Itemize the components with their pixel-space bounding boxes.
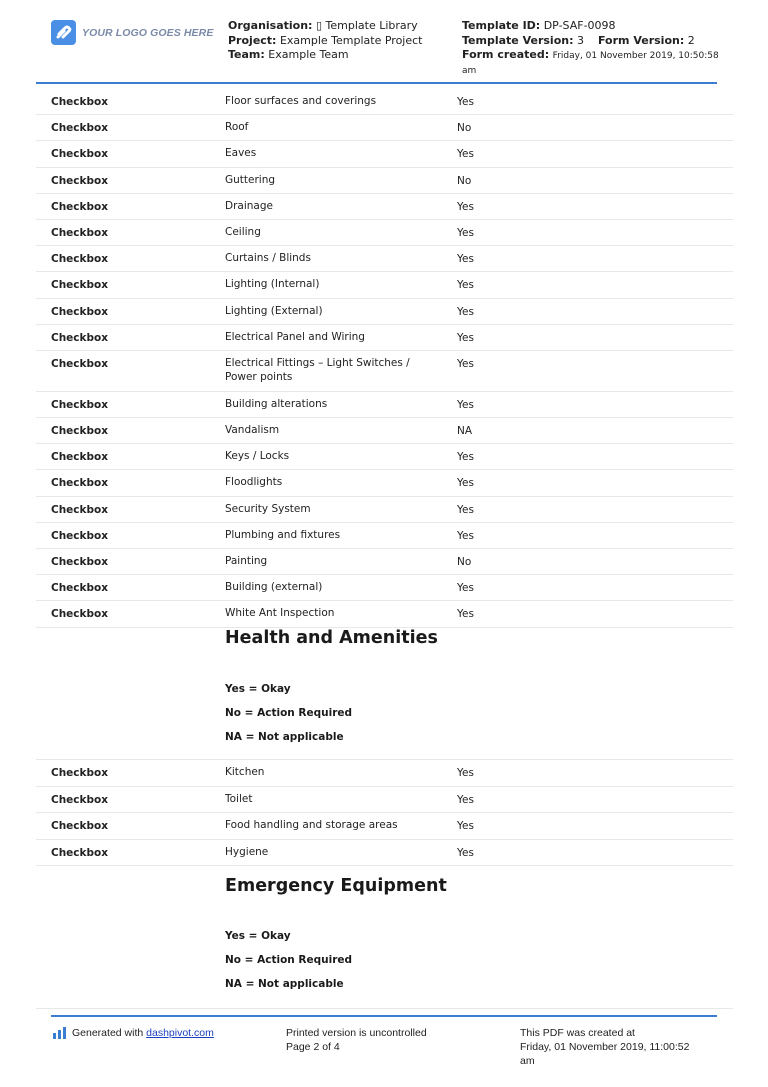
checklist-item-value: Yes — [457, 820, 474, 832]
checklist-item-label: Guttering — [225, 173, 276, 186]
checklist-item-label: Building (external) — [225, 581, 323, 594]
field-type: Checkbox — [51, 96, 109, 108]
logo-icon — [51, 20, 76, 45]
field-type: Checkbox — [51, 174, 109, 187]
checklist-item-value: No — [457, 122, 472, 135]
checklist-row — [36, 89, 733, 115]
checklist-row — [36, 523, 733, 549]
emergency-legend-yes: Yes = Okay — [225, 930, 291, 942]
checklist-item-value: Yes — [457, 582, 474, 595]
team-value: Example Team — [268, 48, 349, 61]
checklist-item-label: Drainage — [225, 199, 273, 212]
template-meta — [462, 19, 722, 78]
checklist-item-value: Yes — [457, 148, 474, 161]
checklist-item-label: Floor surfaces and coverings — [225, 95, 377, 107]
field-type: Checkbox — [51, 331, 109, 344]
checklist-row — [36, 392, 733, 418]
checklist-item-label: White Ant Inspection — [225, 607, 335, 620]
generated-text: Generated with — [72, 1027, 147, 1039]
field-type: Checkbox — [51, 398, 109, 411]
checklist-item-label: Painting — [225, 555, 268, 567]
checklist-row — [36, 168, 733, 194]
field-type: Checkbox — [51, 122, 109, 135]
checklist-row — [36, 351, 733, 392]
checklist-item-label: Plumbing and fixtures — [225, 528, 341, 541]
checklist-item-label: Ceiling — [225, 225, 261, 238]
checklist-row — [36, 272, 733, 298]
logo-text: YOUR LOGO GOES HERE — [82, 26, 214, 39]
checklist-item-label: Vandalism — [225, 424, 280, 437]
checklist-row — [36, 813, 733, 840]
building-checklist — [36, 89, 733, 628]
checklist-row — [36, 444, 733, 470]
checklist-item-value: Yes — [457, 608, 474, 621]
dashpivot-bars-icon — [53, 1027, 67, 1039]
organisation-label: Organisation: — [228, 19, 313, 32]
page-header — [0, 0, 768, 84]
health-legend-yes: Yes = Okay — [225, 683, 291, 695]
emergency-legend-no: No = Action Required — [225, 954, 353, 966]
checklist-row — [36, 220, 733, 246]
checklist-row — [36, 418, 733, 444]
checklist-item-value: Yes — [457, 357, 474, 370]
checklist-item-label: Building alterations — [225, 397, 328, 410]
checklist-item-value: No — [457, 556, 472, 568]
checklist-item-value: No — [457, 174, 472, 187]
checklist-item-value: Yes — [457, 503, 474, 516]
health-checklist — [36, 759, 733, 866]
checklist-item-label: Roof — [225, 121, 249, 134]
form-created-line — [462, 48, 722, 64]
field-type: Checkbox — [51, 305, 109, 318]
field-type: Checkbox — [51, 608, 109, 621]
checklist-item-value: Yes — [457, 398, 474, 411]
template-id-value: DP-SAF-0098 — [543, 19, 616, 32]
checklist-row — [36, 115, 733, 141]
content-end-divider — [36, 1008, 733, 1009]
organisation-value: ▯ Template Library — [315, 19, 418, 32]
company-logo — [51, 20, 213, 45]
template-version-label: Template Version: — [462, 33, 574, 47]
page-number: Page 2 of 4 — [286, 1041, 340, 1053]
checklist-row — [36, 787, 733, 814]
pdf-created-value: Friday, 01 November 2019, 11:00:52 — [520, 1041, 690, 1053]
checklist-item-value: Yes — [457, 451, 474, 464]
project-meta — [228, 19, 423, 63]
checklist-item-label: Electrical Panel and Wiring — [225, 330, 365, 343]
field-type: Checkbox — [51, 767, 109, 779]
field-type: Checkbox — [51, 820, 109, 832]
team-label: Team: — [228, 48, 265, 61]
emergency-section-heading — [225, 876, 447, 896]
form-created-value: Friday, 01 November 2019, 10:50:58 — [552, 51, 719, 61]
checklist-item-value: Yes — [457, 793, 474, 806]
emergency-section-title: Emergency Equipment — [225, 876, 447, 896]
checklist-item-label: Toilet — [225, 792, 253, 805]
field-type: Checkbox — [51, 793, 109, 806]
template-id-line — [462, 19, 722, 34]
form-created-label: Form created: — [462, 48, 550, 61]
checklist-item-label: Security System — [225, 502, 311, 515]
checklist-item-label: Keys / Locks — [225, 450, 290, 463]
checklist-item-value: Yes — [457, 226, 474, 239]
checklist-item-label: Eaves — [225, 147, 257, 160]
pdf-created-label: This PDF was created at — [520, 1027, 635, 1039]
checklist-item-label: Lighting (External) — [225, 304, 323, 317]
checklist-item-label: Food handling and storage areas — [225, 819, 398, 831]
checklist-item-value: Yes — [457, 200, 474, 213]
checklist-item-value: Yes — [457, 477, 474, 490]
field-type: Checkbox — [51, 357, 109, 370]
form-version-label: Form Version: — [597, 33, 685, 47]
template-version-value: 3 — [576, 33, 584, 47]
checklist-row — [36, 299, 733, 325]
checklist-item-label: Lighting (Internal) — [225, 278, 320, 291]
checklist-row — [36, 760, 733, 787]
checklist-row — [36, 470, 733, 496]
field-type: Checkbox — [51, 529, 109, 542]
field-type: Checkbox — [51, 582, 109, 595]
project-label: Project: — [228, 33, 277, 47]
checklist-item-value: Yes — [457, 846, 474, 859]
checklist-row — [36, 601, 733, 627]
dashpivot-link[interactable]: dashpivot.com — [146, 1027, 214, 1039]
checklist-item-label: Kitchen — [225, 766, 265, 778]
team-line — [228, 48, 423, 63]
checklist-row — [36, 194, 733, 220]
checklist-row — [36, 840, 733, 867]
checklist-item-label: Curtains / Blinds — [225, 252, 311, 265]
field-type: Checkbox — [51, 556, 109, 568]
health-legend-no: No = Action Required — [225, 707, 353, 719]
checklist-item-value: Yes — [457, 331, 474, 344]
organisation-line — [228, 19, 423, 34]
project-line — [228, 34, 423, 49]
health-legend-na: NA = Not applicable — [225, 731, 344, 743]
checklist-item-value: NA — [457, 425, 473, 438]
checklist-item-value: Yes — [457, 529, 474, 542]
checklist-item-label: Electrical Fittings – Light Switches / Power points — [225, 356, 410, 384]
field-type: Checkbox — [51, 279, 109, 292]
pdf-created-suffix: am — [520, 1055, 535, 1067]
checklist-item-value: Yes — [457, 305, 474, 318]
field-type: Checkbox — [51, 477, 109, 490]
form-version-value: 2 — [687, 33, 695, 47]
checklist-item-value: Yes — [457, 96, 474, 108]
checklist-row — [36, 549, 733, 575]
form-created-suffix: am — [462, 65, 477, 76]
uncontrolled-notice: Printed version is uncontrolled — [286, 1027, 427, 1039]
checklist-row — [36, 497, 733, 523]
footer-pdf-created — [520, 1026, 689, 1068]
checklist-item-value: Yes — [457, 767, 474, 779]
field-type: Checkbox — [51, 226, 109, 239]
field-type: Checkbox — [51, 148, 109, 161]
template-id-label: Template ID: — [462, 19, 541, 32]
field-type: Checkbox — [51, 846, 109, 859]
field-type: Checkbox — [51, 200, 109, 213]
checklist-item-value: Yes — [457, 279, 474, 292]
field-type: Checkbox — [51, 451, 109, 464]
checklist-row — [36, 575, 733, 601]
header-divider — [36, 82, 717, 84]
health-section-heading — [225, 628, 438, 648]
health-section-title: Health and Amenities — [225, 628, 438, 648]
field-type: Checkbox — [51, 503, 109, 516]
field-type: Checkbox — [51, 253, 109, 266]
footer-divider — [51, 1015, 717, 1017]
checklist-row — [36, 141, 733, 167]
field-type: Checkbox — [51, 425, 109, 438]
footer-generated — [53, 1026, 214, 1040]
checklist-item-label: Hygiene — [225, 845, 269, 858]
checklist-item-value: Yes — [457, 253, 474, 266]
checklist-item-label: Floodlights — [225, 476, 283, 489]
checklist-row — [36, 246, 733, 272]
footer-print-info — [286, 1026, 427, 1054]
emergency-legend-na: NA = Not applicable — [225, 978, 344, 990]
checklist-row — [36, 325, 733, 351]
version-line — [462, 34, 722, 49]
project-value: Example Template Project — [279, 33, 423, 47]
